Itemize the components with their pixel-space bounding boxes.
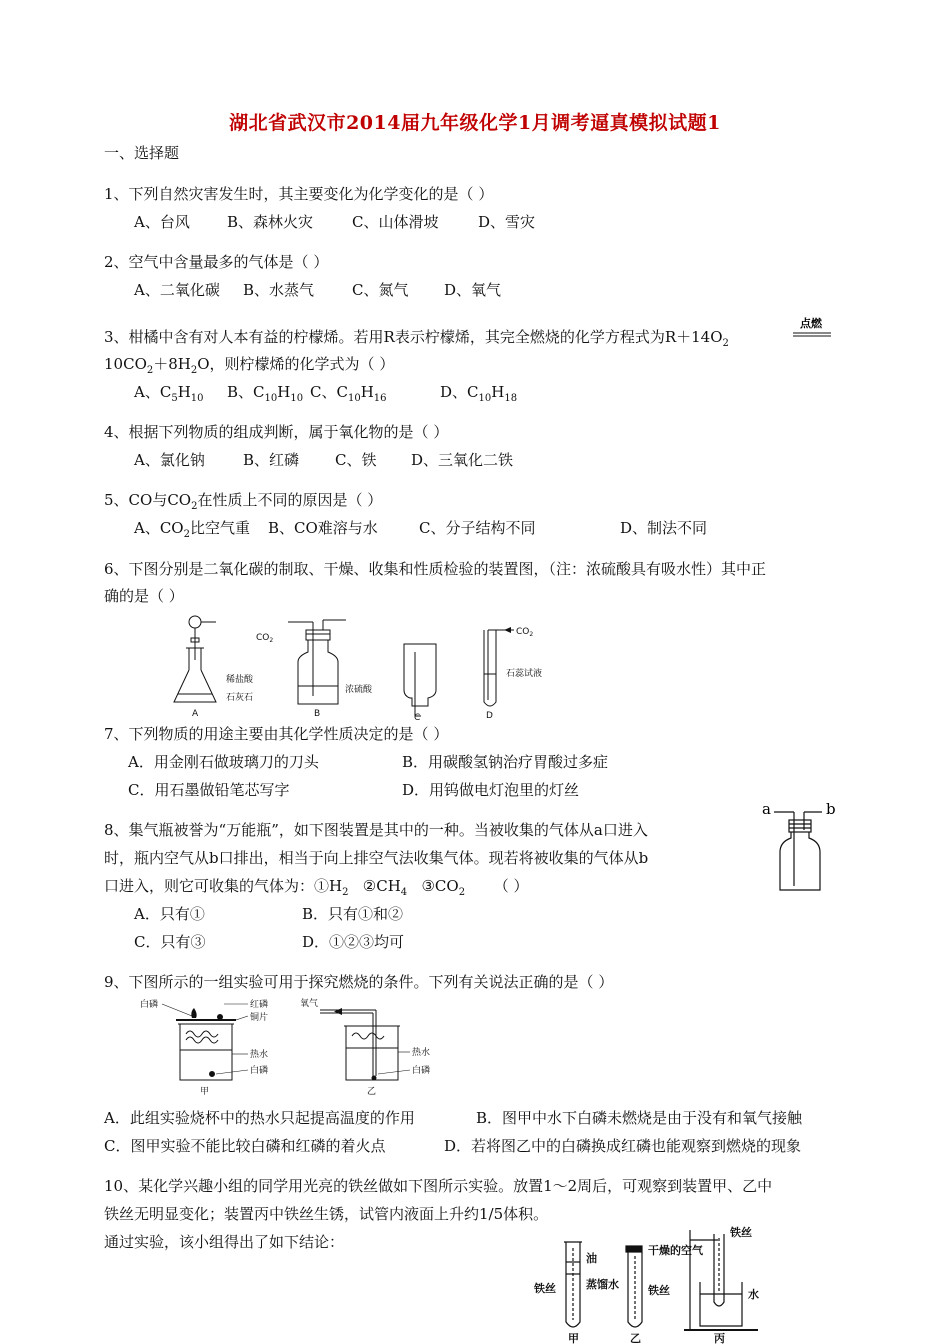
q8-option-c: C．只有③ xyxy=(134,933,206,951)
q9-label-jia: 甲 xyxy=(200,1087,210,1096)
q6-label-conc-h2so4: 浓硫酸 xyxy=(345,685,373,695)
q5-option-c: C、分子结构不同 xyxy=(419,519,536,537)
q10-label-distilled: 蒸馏水 xyxy=(586,1278,619,1291)
q6-apparatus-d xyxy=(484,630,514,706)
q9-oxygen-arrow-icon xyxy=(334,1008,342,1015)
q6-label-co2-d xyxy=(516,627,533,638)
q5-sub: 2 xyxy=(191,501,198,512)
q5-option-b: B、CO难溶与水 xyxy=(268,519,378,537)
q6-apparatus-svg xyxy=(168,612,588,724)
q8-option-a: A．只有① xyxy=(134,905,205,923)
q8-stem-text-3: ③CO xyxy=(421,877,459,895)
q8-stem-text-1: 口进入，则它可收集的气体为：①H xyxy=(104,877,343,895)
q3-a-text: A、C xyxy=(134,383,172,401)
q6-figure xyxy=(168,612,588,724)
q3-option-d xyxy=(440,382,517,409)
q5-a-text: A、CO xyxy=(134,519,184,537)
q9-label-red-p: 红磷 xyxy=(250,1000,269,1010)
q3-stem-text-4: O，则柠檬烯的化学式为（ ） xyxy=(197,355,395,373)
q10-label-dry-air: 干燥的空气 xyxy=(648,1244,703,1257)
q10-label-iron-bing: 铁丝 xyxy=(730,1226,752,1239)
q9-label-copper: 铜片 xyxy=(250,1013,269,1023)
q8-stem-line3 xyxy=(104,876,528,903)
q9-label-white-p-top: 白磷 xyxy=(140,1000,159,1010)
q9-option-a: A．此组实验烧杯中的热水只起提高温度的作用 xyxy=(104,1109,415,1127)
q9-option-b: B．图甲中水下白磷未燃烧是由于没有和氧气接触 xyxy=(476,1109,803,1127)
q8-sub-h2: 2 xyxy=(342,887,349,898)
q10-tube-jia xyxy=(564,1242,582,1327)
q6-label-dilute-hcl: 稀盐酸 xyxy=(226,675,254,685)
q9-flame-icon xyxy=(191,1008,196,1018)
q9-apparatus-svg xyxy=(140,996,460,1096)
q10-label-water: 水 xyxy=(748,1288,759,1301)
q9-label-white-p: 白磷 xyxy=(250,1066,269,1076)
q5-option-d: D、制法不同 xyxy=(620,519,708,537)
q6-label-co2-in xyxy=(256,633,273,644)
q8-figure xyxy=(758,800,848,896)
q9-label-white-p-yi: 白磷 xyxy=(412,1066,431,1076)
q6-stem-line1: 6、下图分别是二氧化碳的制取、干燥、收集和性质检验的装置图，（注：浓硫酸具有吸水性）其中正 xyxy=(104,560,767,578)
q6-arrow-icon xyxy=(504,627,511,633)
q6-label-c: C xyxy=(414,713,421,723)
q2-option-c: C、氮气 xyxy=(352,281,409,299)
q10-tube-yi xyxy=(626,1246,642,1327)
q6-co2-d-sub: 2 xyxy=(529,631,534,638)
q10-figure xyxy=(528,1222,788,1344)
q3-b-text: B、C xyxy=(227,383,265,401)
q9-figure xyxy=(140,996,460,1096)
q6-apparatus-c xyxy=(404,644,436,716)
q3-sub-co2: 2 xyxy=(146,365,154,376)
q9-beaker-yi xyxy=(320,1010,400,1080)
q3-c-text: C、C xyxy=(310,383,348,401)
q6-label-b: B xyxy=(314,709,321,719)
q6-apparatus-b xyxy=(288,620,346,704)
q4-stem: 4、根据下列物质的组成判断，属于氧化物的是（ ） xyxy=(104,423,449,441)
page-title: 湖北省武汉市2014届九年级化学1月调考逼真模拟试题1 xyxy=(229,112,721,134)
q10-label-bing: 丙 xyxy=(714,1332,725,1344)
q5-a-sub: 2 xyxy=(183,529,190,540)
q3-a-sub1: 5 xyxy=(171,393,178,404)
q9-stem: 9、下图所示的一组实验可用于探究燃烧的条件。下列有关说法正确的是（ ） xyxy=(104,973,614,991)
q3-c-sub1: 10 xyxy=(347,393,361,404)
q7-option-b: B．用碳酸氢钠治疗胃酸过多症 xyxy=(402,753,609,771)
q8-gas-bottle-svg xyxy=(758,800,848,896)
q3-c-sub2: 16 xyxy=(373,393,387,404)
q5-option-a xyxy=(134,518,250,545)
q8-bottle xyxy=(774,812,822,890)
q10-stem-line1: 10、某化学兴趣小组的同学用光亮的铁丝做如下图所示实验。放置1～2周后，可观察到装置甲、乙中 xyxy=(104,1177,773,1195)
q9-label-yi: 乙 xyxy=(367,1087,377,1096)
q8-sub-ch4: 4 xyxy=(400,887,408,898)
q7-option-d: D．用钨做电灯泡里的灯丝 xyxy=(402,781,580,799)
q6-label-a: A xyxy=(192,709,199,719)
q10-label-oil: 油 xyxy=(586,1252,597,1265)
q4-option-d: D、三氧化二铁 xyxy=(411,451,514,469)
q5-stem-text-1: 5、CO与CO xyxy=(104,491,192,509)
q9-white-p-yi-icon xyxy=(372,1076,377,1081)
q4-option-c: C、铁 xyxy=(335,451,377,469)
q9-label-hot-water-yi: 热水 xyxy=(412,1048,431,1058)
q10-label-jia: 甲 xyxy=(568,1332,579,1344)
q1-option-c: C、山体滑坡 xyxy=(352,213,439,231)
q6-label-d: D xyxy=(486,711,493,721)
q1-stem: 1、下列自然灾害发生时，其主要变化为化学变化的是（ ） xyxy=(104,185,494,203)
q1-option-d: D、雪灾 xyxy=(478,213,536,231)
q3-sub-h2o: 2 xyxy=(190,365,198,376)
q9-red-p-icon xyxy=(217,1014,223,1020)
q3-d-text2: H xyxy=(491,383,505,401)
q6-stem-line2: 确的是（ ） xyxy=(104,587,184,605)
q3-stem-text-2: 10CO xyxy=(104,355,147,373)
q3-option-a xyxy=(134,382,204,409)
q1-option-a: A、台风 xyxy=(134,213,190,231)
q7-stem: 7、下列物质的用途主要由其化学性质决定的是（ ） xyxy=(104,725,449,743)
q3-b-sub2: 10 xyxy=(290,393,304,404)
q2-option-d: D、氧气 xyxy=(444,281,502,299)
q6-co2-text: CO xyxy=(256,633,270,643)
q2-stem: 2、空气中含量最多的气体是（ ） xyxy=(104,253,329,271)
q8-option-d: D．①②③均可 xyxy=(302,933,405,951)
q10-apparatus-svg xyxy=(528,1222,788,1344)
q3-stem-text-3: ＋8H xyxy=(153,355,191,373)
q9-option-d: D．若将图乙中的白磷换成红磷也能观察到燃烧的现象 xyxy=(444,1137,802,1155)
q3-stem-text-1: 3、柑橘中含有对人本有益的柠檬烯。若用R表示柠檬烯，其完全燃烧的化学方程式为R＋14O xyxy=(104,328,723,346)
q5-stem-text-2: 在性质上不同的原因是（ ） xyxy=(197,491,383,509)
q3-b-text2: H xyxy=(277,383,291,401)
q10-label-iron-yi: 铁丝 xyxy=(648,1284,670,1297)
q3-b-sub1: 10 xyxy=(264,393,278,404)
q6-co2-d-text: CO xyxy=(516,627,530,637)
q2-option-b: B、水蒸气 xyxy=(243,281,315,299)
q8-label-b: b xyxy=(826,800,836,818)
q3-option-c xyxy=(310,382,387,409)
q8-label-a: a xyxy=(762,800,771,818)
q9-label-hot-water: 热水 xyxy=(250,1050,269,1060)
q3-condition-text: 点燃 xyxy=(800,317,822,330)
q6-co2-sub: 2 xyxy=(269,637,274,644)
q8-stem-line2: 时，瓶内空气从b口排出，相当于向上排空气法收集气体。现若将被收集的气体从b xyxy=(104,849,649,867)
q10-label-yi: 乙 xyxy=(630,1332,641,1344)
q8-sub-co2: 2 xyxy=(458,887,466,898)
q3-reaction-condition xyxy=(791,316,835,342)
q10-stem-line3: 通过实验，该小组得出了如下结论： xyxy=(104,1233,345,1251)
q8-stem-text-2: ②CH xyxy=(362,877,401,895)
q9-beaker-jia xyxy=(176,1020,236,1080)
q8-stem-line1: 8、集气瓶被誉为“万能瓶”，如下图装置是其中的一种。当被收集的气体从a口进入 xyxy=(104,821,648,839)
q10-stem-line2: 铁丝无明显变化；装置丙中铁丝生锈，试管内液面上升约1/5体积。 xyxy=(104,1205,549,1223)
q4-option-a: A、氯化钠 xyxy=(134,451,205,469)
q5-stem xyxy=(104,490,382,517)
q3-a-sub2: 10 xyxy=(190,393,204,404)
q9-option-c: C．图甲实验不能比较白磷和红磷的着火点 xyxy=(104,1137,386,1155)
q3-stem-line1 xyxy=(104,327,729,354)
q3-stem-line2 xyxy=(104,354,394,381)
q3-c-text2: H xyxy=(360,383,374,401)
q8-stem-text-4: （ ） xyxy=(493,877,529,895)
q8-option-b: B．只有①和② xyxy=(302,905,404,923)
q3-option-b xyxy=(227,382,303,409)
q3-d-sub2: 18 xyxy=(504,393,518,404)
q6-label-limestone: 石灰石 xyxy=(226,693,254,703)
q6-apparatus-a xyxy=(174,616,216,702)
q10-label-iron-jia: 铁丝 xyxy=(534,1282,556,1295)
q2-option-a: A、二氧化碳 xyxy=(134,281,220,299)
q3-condition-arrow xyxy=(791,316,835,342)
q3-sub-o2: 2 xyxy=(722,338,729,349)
q5-a-text2: 比空气重 xyxy=(189,519,250,537)
q6-label-litmus: 石蕊试液 xyxy=(506,669,543,679)
q3-d-text: D、C xyxy=(440,383,479,401)
q3-d-sub1: 10 xyxy=(478,393,492,404)
q7-option-c: C．用石墨做铅笔芯写字 xyxy=(128,781,290,799)
q1-option-b: B、森林火灾 xyxy=(227,213,314,231)
q7-option-a: A．用金刚石做玻璃刀的刀头 xyxy=(128,753,319,771)
q9-label-oxygen: 氧气 xyxy=(300,999,319,1009)
q3-a-text2: H xyxy=(177,383,191,401)
q4-option-b: B、红磷 xyxy=(243,451,300,469)
section-heading: 一、选择题 xyxy=(104,144,180,162)
